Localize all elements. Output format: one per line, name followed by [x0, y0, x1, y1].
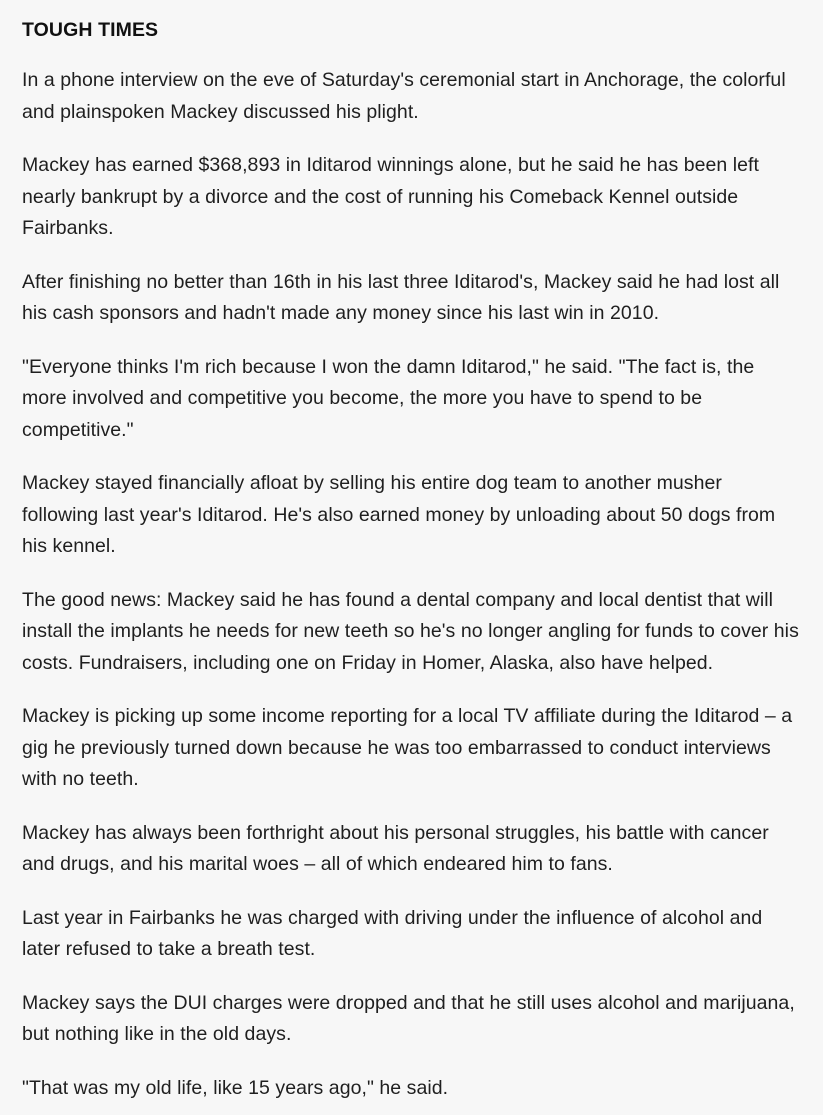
article-paragraph: "Everyone thinks I'm rich because I won the damn Iditarod," he said. "The fact is, the more involved and competitive you become, the more you have to spend to be competitive."	[22, 355, 755, 441]
article-paragraph: Mackey is picking up some income reporting for a local TV affiliate during the Iditarod – a gig he previously turned down because he was too embarrassed to conduct interviews with no teeth.	[22, 705, 793, 790]
article-paragraph: After finishing no better than 16th in his last three Iditarod's, Mackey said he had lost all his cash sponsors and hadn't made any money since his last win in 2010.	[22, 270, 780, 324]
section-heading: TOUGH TIMES	[22, 19, 159, 41]
article-paragraph: Mackey has always been forthright about his personal struggles, his battle with cancer and drugs, and his marital woes – all of which endeared him to fans.	[22, 821, 769, 875]
article-paragraph: In a phone interview on the eve of Saturday's ceremonial start in Anchorage, the colorful and plainspoken Mackey discussed his plight.	[22, 69, 786, 123]
article-paragraph: Mackey says the DUI charges were dropped and that he still uses alcohol and marijuana, but nothing like in the old days.	[22, 991, 795, 1045]
article-paragraph: Last year in Fairbanks he was charged with driving under the influence of alcohol and later refused to take a breath test.	[22, 906, 763, 960]
article-paragraph: Mackey stayed financially afloat by selling his entire dog team to another musher following last year's Iditarod. He's also earned money by unloading about 50 dogs from his kennel.	[22, 472, 776, 557]
article-paragraph: Mackey has earned $368,893 in Iditarod winnings alone, but he said he has been left nearly bankrupt by a divorce and the cost of running his Comeback Kennel outside Fairbanks.	[22, 154, 759, 239]
article-paragraph: "That was my old life, like 15 years ago," he said.	[22, 1076, 449, 1099]
article-paragraph: The good news: Mackey said he has found a dental company and local dentist that will install the implants he needs for new teeth so he's no longer angling for funds to cover his costs. Fundraisers, including one on Friday in Homer, Alaska, also have helped.	[22, 588, 799, 674]
